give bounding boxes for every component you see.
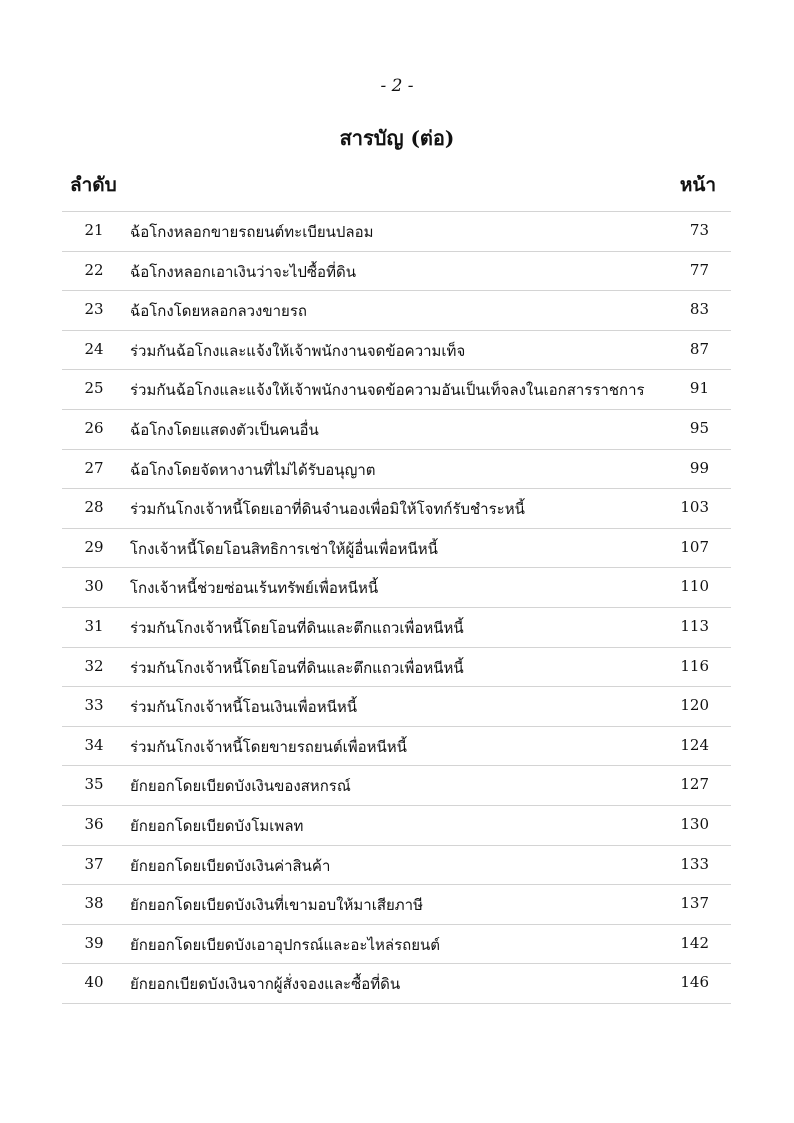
table-of-contents — [62, 211, 731, 1004]
entry-number: 36 — [84, 814, 104, 833]
entry-page: 116 — [680, 656, 709, 675]
toc-row — [62, 806, 731, 846]
entry-title: ยักยอกโดยเบียดบังเอาอุปกรณ์และอะไหล่รถยนต์ — [130, 935, 441, 954]
toc-row — [62, 885, 731, 925]
entry-number: 27 — [84, 458, 104, 477]
entry-title: ร่วมกันฉ้อโกงและแจ้งให้เจ้าพนักงานจดข้อความอันเป็นเท็จลงในเอกสารราชการ — [130, 381, 645, 400]
toc-row — [62, 766, 731, 806]
entry-number: 35 — [84, 775, 104, 794]
page-title: สารบัญ (ต่อ) — [339, 126, 455, 150]
entry-title: ฉ้อโกงโดยหลอกลวงขายรถ — [130, 302, 307, 321]
toc-row — [62, 252, 731, 292]
entry-page: 99 — [689, 458, 709, 477]
entry-number: 25 — [84, 379, 104, 398]
entry-number: 32 — [84, 656, 104, 675]
entry-title: ร่วมกันโกงเจ้าหนี้โดยเอาที่ดินจำนองเพื่อมิให้โจทก์รับชำระหนี้ — [130, 500, 525, 519]
page-number: - 2 - — [380, 76, 414, 96]
toc-row — [62, 727, 731, 767]
entry-title: ยักยอกโดยเบียดบังเงินของสหกรณ์ — [130, 777, 351, 796]
entry-number: 33 — [84, 696, 104, 715]
entry-title: ร่วมกันโกงเจ้าหนี้โดยโอนที่ดินและตึกแถวเพื่อหนีหนี้ — [130, 658, 464, 677]
entry-page: 73 — [689, 221, 709, 239]
entry-title: ฉ้อโกงโดยแสดงตัวเป็นคนอื่น — [130, 420, 319, 439]
entry-page: 130 — [680, 814, 709, 833]
entry-number: 30 — [84, 577, 104, 596]
toc-row — [62, 608, 731, 648]
entry-title: โกงเจ้าหนี้โดยโอนสิทธิการเช่าให้ผู้อื่นเพื่อหนีหนี้ — [130, 539, 438, 558]
toc-row — [62, 529, 731, 569]
column-header-page: หน้า — [679, 174, 716, 196]
toc-row — [62, 964, 731, 1004]
entry-number: 34 — [84, 735, 104, 754]
entry-page: 137 — [680, 894, 709, 913]
entry-number: 31 — [84, 616, 104, 635]
entry-number: 23 — [84, 300, 104, 319]
entry-number: 38 — [84, 894, 104, 913]
entry-number: 22 — [84, 260, 104, 279]
entry-page: 133 — [680, 854, 709, 873]
toc-row — [62, 370, 731, 410]
entry-page: 103 — [680, 498, 709, 517]
entry-page: 77 — [689, 260, 709, 279]
entry-title: ยักยอกโดยเบียดบังโมเพลท — [130, 816, 304, 835]
toc-row — [62, 410, 731, 450]
entry-title: โกงเจ้าหนี้ช่วยซ่อนเร้นทรัพย์เพื่อหนีหนี้ — [130, 579, 379, 598]
toc-row — [62, 846, 731, 886]
entry-title: ฉ้อโกงโดยจัดหางานที่ไม่ได้รับอนุญาต — [130, 460, 376, 479]
entry-title: ยักยอกเบียดบังเงินจากผู้สั่งจองและซื้อที่ดิน — [130, 975, 401, 994]
entry-title: ร่วมกันฉ้อโกงและแจ้งให้เจ้าพนักงานจดข้อความเท็จ — [130, 341, 466, 360]
entry-number: 28 — [84, 498, 104, 517]
entry-number: 29 — [84, 537, 104, 556]
entry-number: 24 — [84, 339, 104, 358]
entry-page: 120 — [680, 696, 709, 715]
toc-row — [62, 331, 731, 371]
entry-title: ร่วมกันโกงเจ้าหนี้โดยโอนที่ดินและตึกแถวเพื่อหนีหนี้ — [130, 618, 464, 637]
entry-number: 26 — [84, 418, 104, 437]
entry-title: ยักยอกโดยเบียดบังเงินที่เขามอบให้มาเสียภาษี — [130, 896, 423, 915]
entry-number: 40 — [84, 973, 104, 992]
toc-row — [62, 489, 731, 529]
entry-page: 95 — [689, 418, 709, 437]
toc-row — [62, 687, 731, 727]
entry-page: 87 — [689, 339, 709, 358]
toc-row — [62, 212, 731, 252]
toc-row — [62, 291, 731, 331]
toc-row — [62, 925, 731, 965]
entry-page: 113 — [680, 616, 709, 635]
entry-page: 127 — [680, 775, 709, 794]
entry-title: ร่วมกันโกงเจ้าหนี้โอนเงินเพื่อหนีหนี้ — [130, 698, 357, 717]
entry-number: 21 — [84, 221, 104, 239]
entry-title: ยักยอกโดยเบียดบังเงินค่าสินค้า — [130, 856, 331, 875]
entry-number: 37 — [84, 854, 104, 873]
entry-page: 146 — [680, 973, 709, 992]
toc-row — [62, 568, 731, 608]
entry-page: 107 — [680, 537, 709, 556]
entry-title: ฉ้อโกงหลอกเอาเงินว่าจะไปซื้อที่ดิน — [130, 262, 356, 281]
entry-page: 124 — [680, 735, 709, 754]
entry-page: 91 — [689, 379, 709, 398]
entry-page: 83 — [689, 300, 709, 319]
toc-row — [62, 648, 731, 688]
toc-row — [62, 450, 731, 490]
entry-title: ร่วมกันโกงเจ้าหนี้โดยขายรถยนต์เพื่อหนีหนี้ — [130, 737, 407, 756]
entry-page: 142 — [680, 933, 709, 952]
entry-number: 39 — [84, 933, 104, 952]
column-header-order: ลำดับ — [70, 174, 117, 196]
entry-title: ฉ้อโกงหลอกขายรถยนต์ทะเบียนปลอม — [130, 223, 374, 241]
entry-page: 110 — [680, 577, 709, 596]
